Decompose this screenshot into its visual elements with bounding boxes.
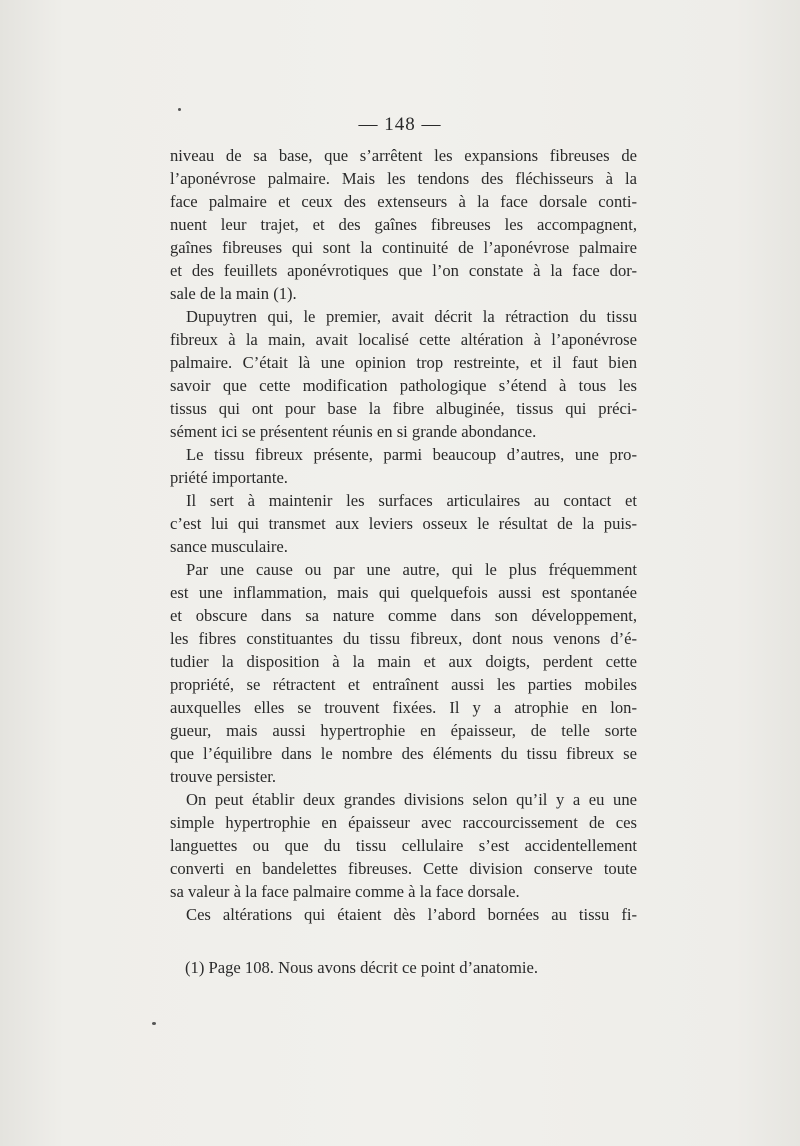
text-line: Le tissu fibreux présente, parmi beaucoup d’autres, une pro- — [186, 445, 637, 464]
text-line: et obscure dans sa nature comme dans son développement, — [170, 606, 637, 625]
text-line: l’aponévrose palmaire. Mais les tendons des fléchisseurs à la — [170, 169, 637, 188]
text-line: sale de la main (1). — [170, 284, 297, 303]
page-number: — 148 — — [358, 114, 442, 135]
ink-speck — [152, 1022, 156, 1025]
text-line: tissus qui ont pour base la fibre albuginée, tissus qui préci- — [170, 399, 637, 418]
text-line: propriété, se rétractent et entraînent aussi les parties mobiles — [170, 675, 637, 694]
text-line: gaînes fibreuses qui sont la continuité de l’aponévrose palmaire — [170, 238, 637, 257]
text-line: niveau de sa base, que s’arrêtent les expansions fibreuses de — [170, 146, 637, 165]
footnote: (1) Page 108. Nous avons décrit ce point d’anatomie. — [185, 958, 538, 977]
text-line: converti en bandelettes fibreuses. Cette division conserve toute — [170, 859, 637, 878]
text-line: Par une cause ou par une autre, qui le plus fréquemment — [186, 560, 637, 579]
text-line: sa valeur à la face palmaire comme à la face dorsale. — [170, 882, 520, 901]
text-line: Dupuytren qui, le premier, avait décrit la rétraction du tissu — [186, 307, 637, 326]
text-line: Il sert à maintenir les surfaces articulaires au contact et — [186, 491, 637, 510]
text-line: c’est lui qui transmet aux leviers osseux le résultat de la puis- — [170, 514, 637, 533]
text-line: sément ici se présentent réunis en si grande abondance. — [170, 422, 537, 441]
text-line: nuent leur trajet, et des gaînes fibreuses les accompagnent, — [170, 215, 637, 234]
text-line: On peut établir deux grandes divisions selon qu’il y a eu une — [186, 790, 637, 809]
text-line: priété importante. — [170, 468, 288, 487]
text-line: simple hypertrophie en épaisseur avec raccourcissement de ces — [170, 813, 637, 832]
text-line: gueur, mais aussi hypertrophie en épaisseur, de telle sorte — [170, 721, 637, 740]
text-line: que l’équilibre dans le nombre des éléments du tissu fibreux se — [170, 744, 637, 763]
text-line: fibreux à la main, avait localisé cette altération à l’aponévrose — [170, 330, 637, 349]
text-line: auxquelles elles se trouvent fixées. Il y a atrophie en lon- — [170, 698, 637, 717]
text-line: sance musculaire. — [170, 537, 288, 556]
text-line: les fibres constituantes du tissu fibreux, dont nous venons d’é- — [170, 629, 637, 648]
text-line: trouve persister. — [170, 767, 276, 786]
text-line: savoir que cette modification pathologique s’étend à tous les — [170, 376, 637, 395]
text-line: et des feuillets aponévrotiques que l’on constate à la face dor- — [170, 261, 637, 280]
body-text — [170, 144, 637, 926]
text-line: face palmaire et ceux des extenseurs à la face dorsale conti- — [170, 192, 637, 211]
text-line: tudier la disposition à la main et aux doigts, perdent cette — [170, 652, 637, 671]
text-line: est une inflammation, mais qui quelquefois aussi est spontanée — [170, 583, 637, 602]
text-line: Ces altérations qui étaient dès l’abord bornées au tissu fi- — [186, 905, 637, 924]
text-line: palmaire. C’était là une opinion trop restreinte, et il faut bien — [170, 353, 637, 372]
text-line: languettes ou que du tissu cellulaire s’est accidentellement — [170, 836, 637, 855]
ink-speck — [178, 108, 181, 111]
